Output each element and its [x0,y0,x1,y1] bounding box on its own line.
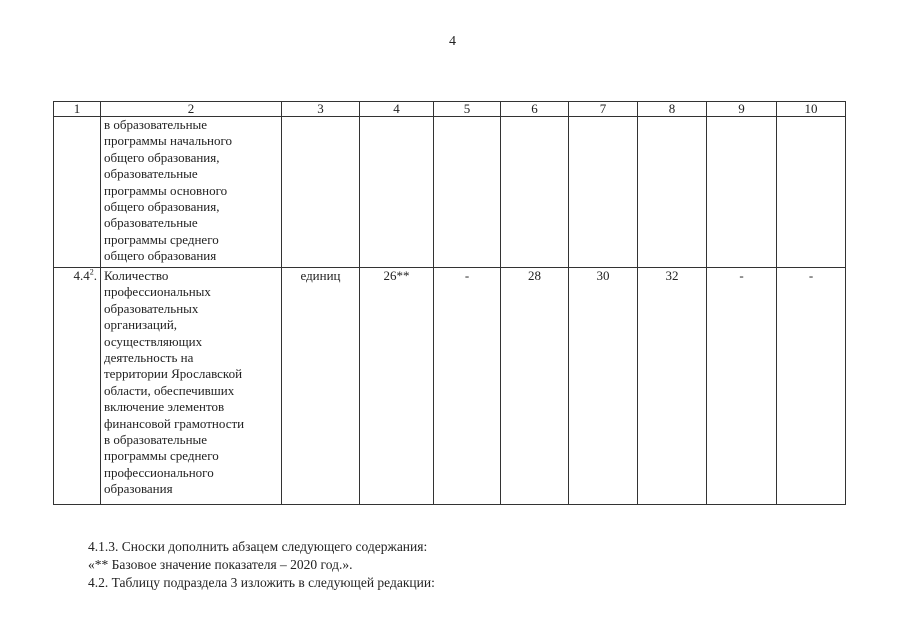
note-paragraph: 4.2. Таблицу подраздела 3 изложить в следующей редакции: [88,575,435,590]
value-cell: 28 [501,268,569,505]
column-header: 9 [707,102,777,117]
value-cell: - [777,268,846,505]
table-cell [638,117,707,268]
row-number: 4.4 [73,268,90,283]
indicators-table [53,101,846,505]
table-cell [569,117,638,268]
column-header: 6 [501,102,569,117]
row-number-cell [54,268,101,505]
value-cell: 26** [360,268,434,505]
value-cell: - [434,268,501,505]
table-cell [282,117,360,268]
table-row [54,117,846,268]
unit-cell: единиц [282,268,360,505]
column-header: 5 [434,102,501,117]
indicator-name-cell: Количество профессиональных образовательных организаций, осуществляющих деятельность на территории Ярославской области, обеспечивших включение элементов финансовой грамотности в образовательные программы среднего профессионального образования [101,268,282,505]
table-cell [707,117,777,268]
table-cell [777,117,846,268]
row-number-superscript: 2 [89,267,94,277]
column-header: 8 [638,102,707,117]
row-number-suffix: . [93,268,97,283]
column-header: 7 [569,102,638,117]
page-number: 4 [449,34,456,49]
column-header: 2 [101,102,282,117]
amendment-notes [88,538,435,592]
table-cell [434,117,501,268]
note-paragraph: 4.1.3. Сноски дополнить абзацем следующего содержания: [88,539,428,554]
value-cell: 32 [638,268,707,505]
column-header: 3 [282,102,360,117]
column-header: 10 [777,102,846,117]
table-row [54,268,846,505]
column-header: 4 [360,102,434,117]
table-header-row [54,102,846,117]
table-cell [54,117,101,268]
indicator-name-cell: в образовательные программы начального общего образования, образовательные программы основного общего образования, образовательные программы среднего общего образования [101,117,282,268]
note-paragraph: «** Базовое значение показателя – 2020 год.». [88,557,353,572]
table-cell [360,117,434,268]
value-cell: 30 [569,268,638,505]
table-cell [501,117,569,268]
value-cell: - [707,268,777,505]
column-header: 1 [54,102,101,117]
